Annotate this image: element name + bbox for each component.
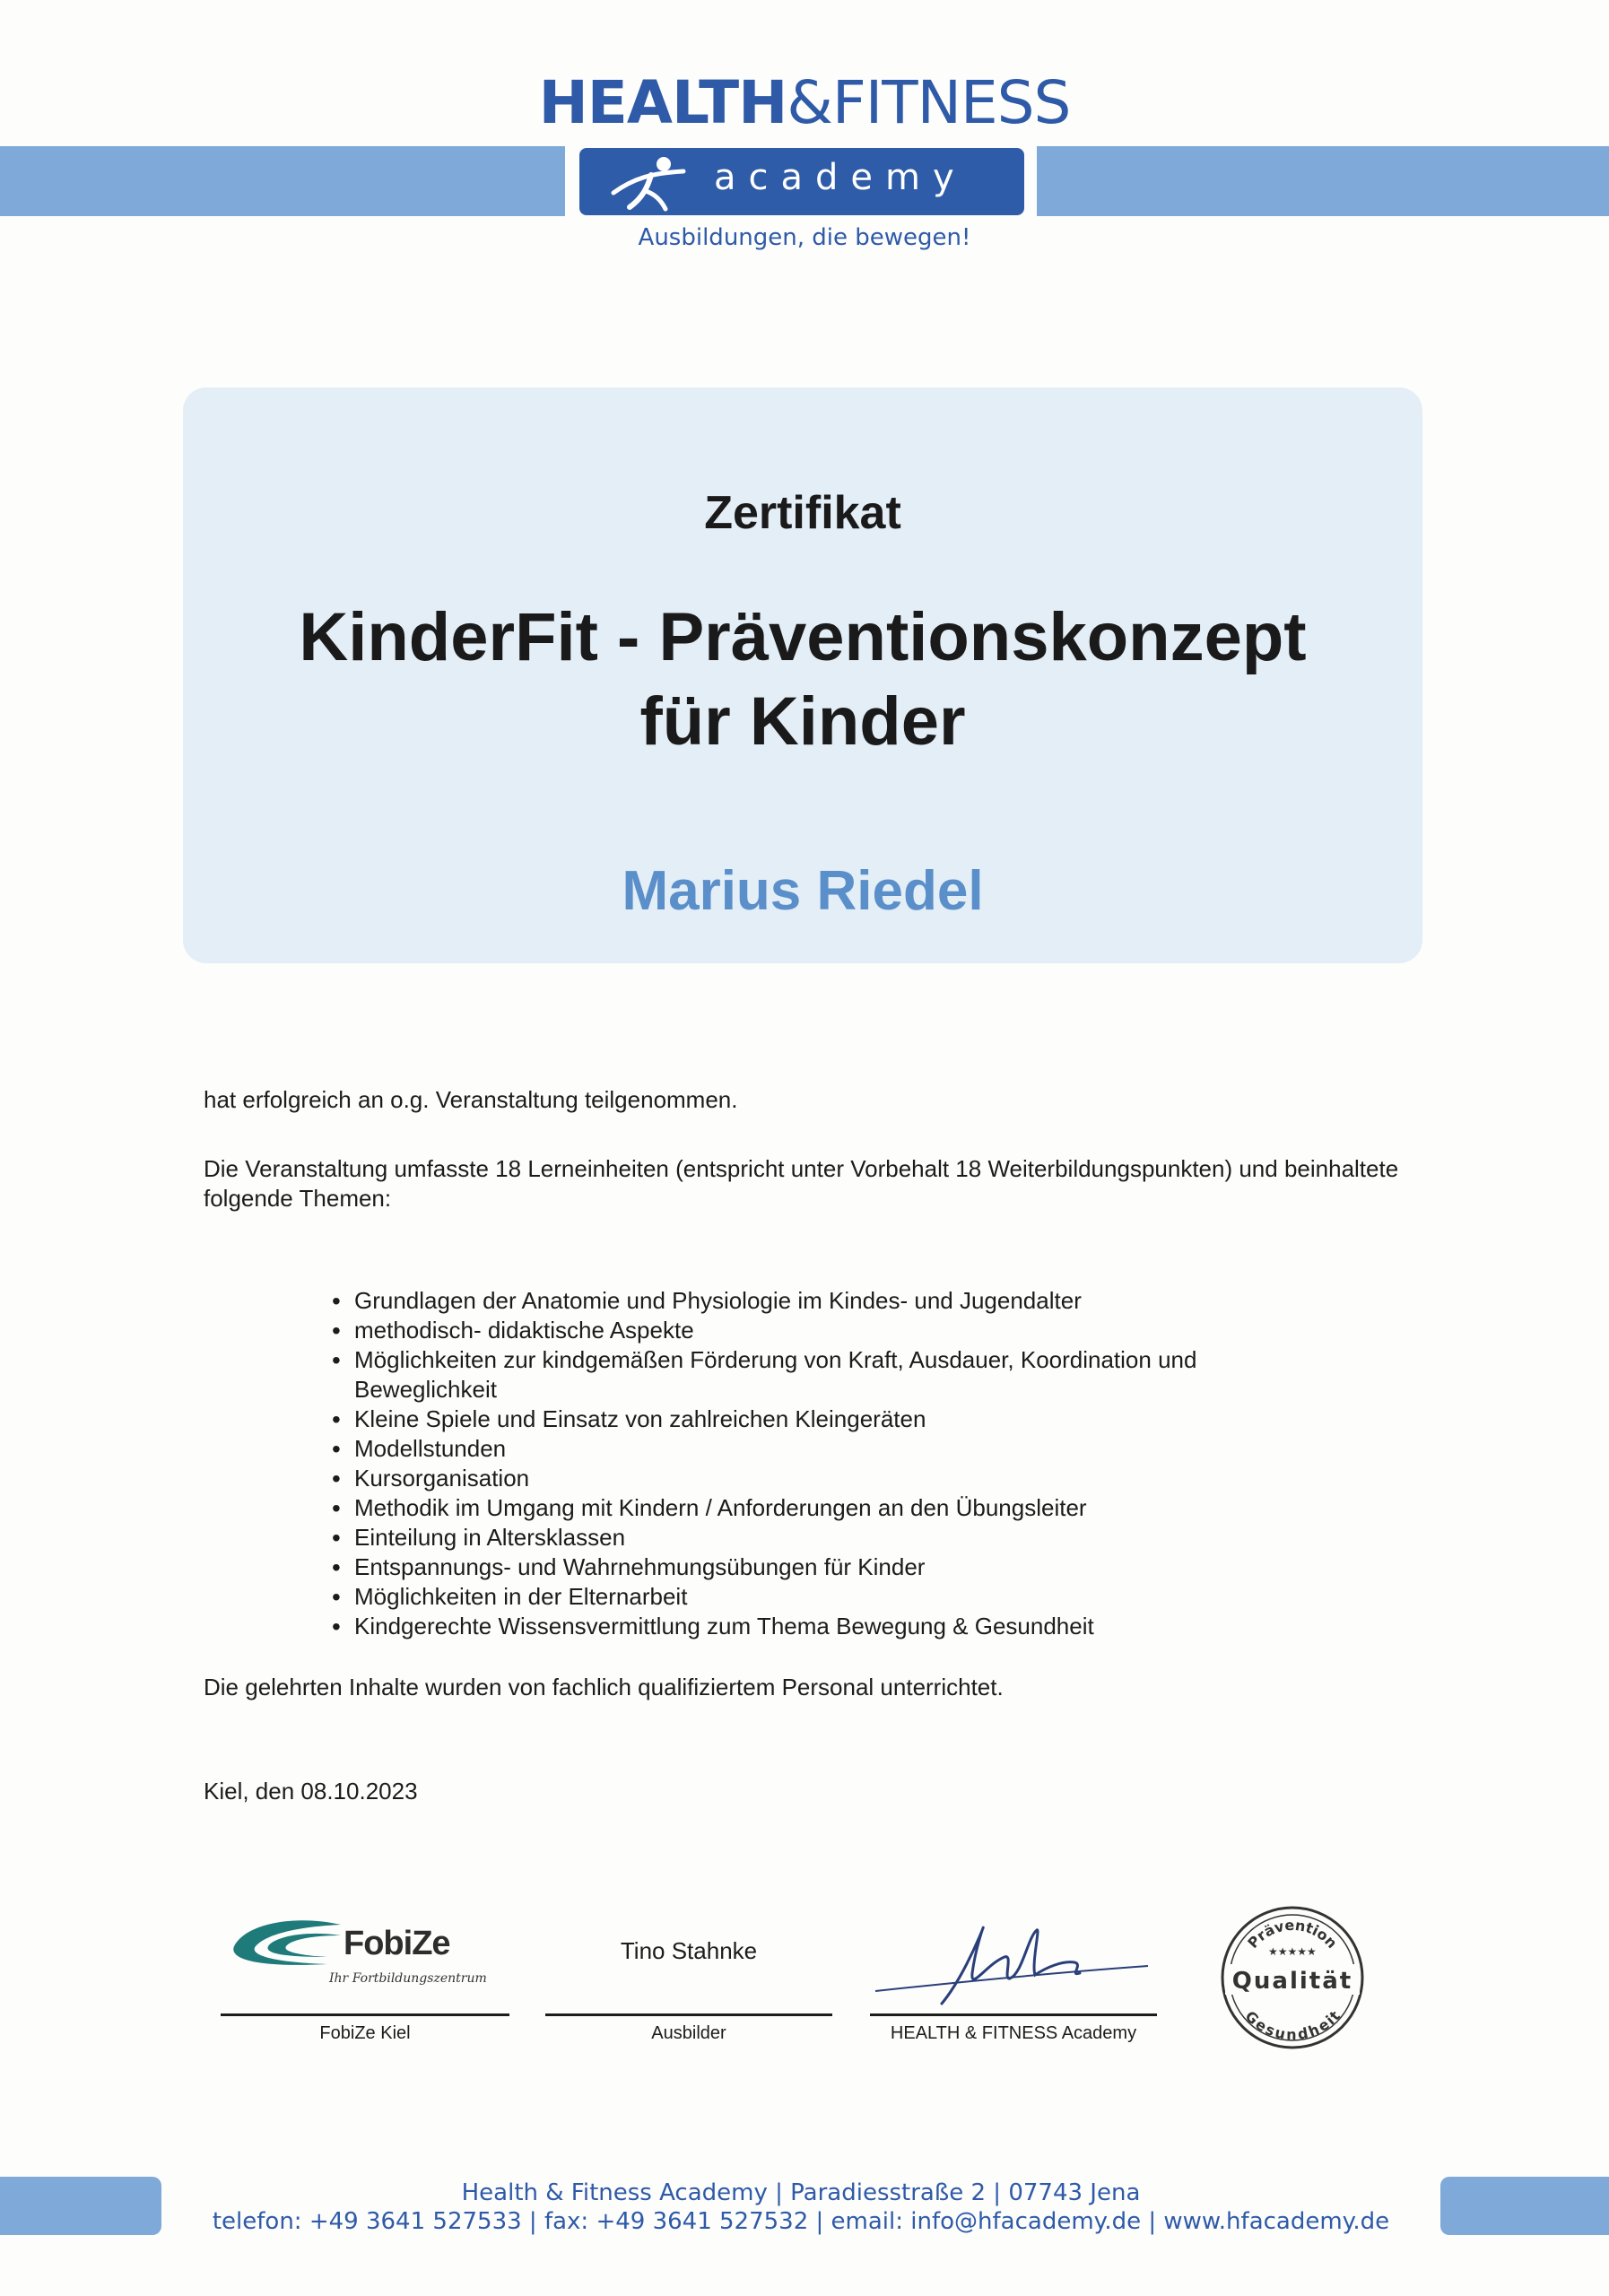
- athlete-figure-icon: [606, 152, 687, 213]
- course-title-line-1: KinderFit - Präventionskonzept: [299, 599, 1307, 675]
- quality-seal-icon: [1218, 1903, 1367, 2052]
- fobize-logo-tagline: Ihr Fortbildungszentrum: [329, 1971, 487, 1986]
- svg-text:★★★★★: ★★★★★: [1268, 1945, 1317, 1958]
- instructor-name: Tino Stahnke: [620, 1937, 758, 1964]
- signature-line-fobize: [221, 2013, 509, 2016]
- fobize-caption: FobiZe Kiel: [319, 2023, 411, 2043]
- header-band-left: [0, 146, 565, 216]
- footer-band-left: [0, 2177, 161, 2235]
- fobize-logo-text: FobiZe: [344, 1925, 450, 1962]
- place-date: Kiel, den 08.10.2023: [204, 1778, 418, 1805]
- scope-statement: Die Veranstaltung umfasste 18 Lerneinheiten (entspricht unter Vorbehalt 18 Weiterbildungspunkten) und beinhaltete folgende Themen:: [204, 1155, 1399, 1212]
- topic-item: • Möglichkeiten zur kindgemäßen Förderung von Kraft, Ausdauer, Koordination und Beweglichkeit: [332, 1345, 1336, 1405]
- brand-logo-title: [538, 68, 1071, 137]
- participant-name: Marius Riedel: [622, 860, 984, 922]
- instructor-caption: Ausbilder: [651, 2023, 726, 2043]
- brand-secondary: FITNESS: [831, 68, 1071, 137]
- seal-center-text: Qualität: [1231, 1968, 1353, 1995]
- brand-primary: HEALTH: [538, 68, 787, 137]
- fobize-swoosh-icon: [229, 1916, 345, 1979]
- brand-ampersand: &: [787, 68, 832, 137]
- seal-top-text: Prävention: [1244, 1916, 1341, 1952]
- topic-item: • Möglichkeiten in der Elternarbeit: [332, 1582, 1336, 1612]
- course-title-line-2: für Kinder: [639, 683, 966, 760]
- topic-item: • Kursorganisation: [332, 1464, 1336, 1493]
- certificate-label: Zertifikat: [704, 487, 901, 539]
- academy-caption: HEALTH & FITNESS Academy: [890, 2023, 1137, 2043]
- footer-band-right: [1440, 2177, 1609, 2235]
- handwritten-signature: [870, 1910, 1157, 2009]
- fobize-logo: [229, 1916, 516, 2005]
- course-title: [219, 596, 1387, 764]
- topic-item: • Kindgerechte Wissensvermittlung zum Thema Bewegung & Gesundheit: [332, 1612, 1336, 1641]
- topic-item: • Methodik im Umgang mit Kindern / Anforderungen an den Übungsleiter: [332, 1493, 1336, 1523]
- footer-contact: telefon: +49 3641 527533 | fax: +49 3641 527532 | email: info@hfacademy.de | www.hfacademy.de: [212, 2208, 1390, 2235]
- topic-item: • Modellstunden: [332, 1434, 1336, 1464]
- signature-line-academy: [870, 2013, 1157, 2016]
- participation-statement: hat erfolgreich an o.g. Veranstaltung teilgenommen.: [204, 1086, 738, 1113]
- staff-statement: Die gelehrten Inhalte wurden von fachlich qualifiziertem Personal unterrichtet.: [204, 1674, 1004, 1700]
- topic-item: • Kleine Spiele und Einsatz von zahlreichen Kleingeräten: [332, 1405, 1336, 1434]
- topic-item: • Entspannungs- und Wahrnehmungsübungen für Kinder: [332, 1552, 1336, 1582]
- topic-item: • methodisch- didaktische Aspekte: [332, 1316, 1336, 1345]
- topic-item: • Grundlagen der Anatomie und Physiologie im Kindes- und Jugendalter: [332, 1286, 1336, 1316]
- brand-sub: academy: [714, 157, 967, 198]
- topics-list: [332, 1286, 1336, 1641]
- seal-bottom-text: Gesundheit: [1241, 2007, 1344, 2044]
- brand-tagline: Ausbildungen, die bewegen!: [638, 224, 971, 251]
- topic-item: • Einteilung in Altersklassen: [332, 1523, 1336, 1552]
- signature-line-instructor: [545, 2013, 832, 2016]
- brand-logo-box: [579, 148, 1024, 215]
- footer-address: Health & Fitness Academy | Paradiesstraße 2 | 07743 Jena: [461, 2179, 1141, 2206]
- header-band-right: [1037, 146, 1609, 216]
- certificate-title-panel: [183, 387, 1422, 963]
